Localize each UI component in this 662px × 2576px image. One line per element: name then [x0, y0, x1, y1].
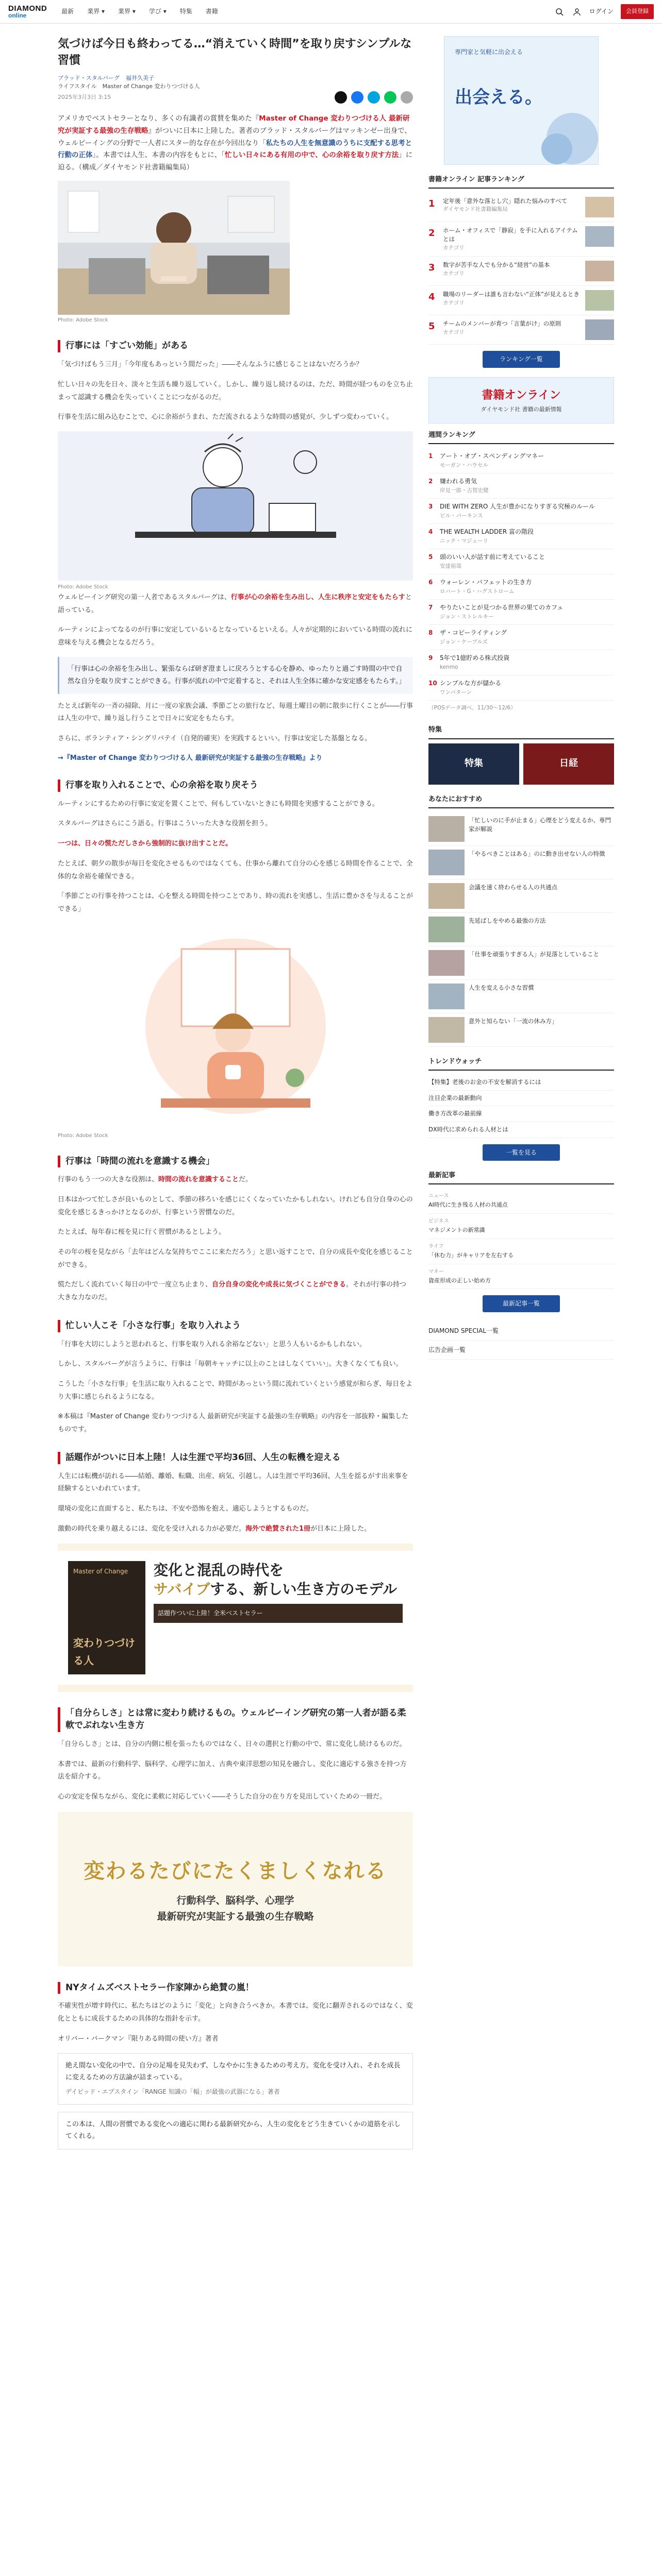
- paragraph: 環境の変化に直面すると、私たちは、不安や恐怖を抱え、適応しようとするものだ。: [58, 1504, 313, 1513]
- paragraph: 心の安定を保ちながら、変化に柔軟に対応していく――そうした自分の在り方を見出していくための一冊だ。: [58, 1792, 387, 1801]
- weekly-ranking-item[interactable]: 4 THE WEALTH LADDER 富の階段 ニック・マジューリ: [428, 524, 614, 549]
- latest-heading: 最新記事: [428, 1170, 614, 1184]
- paragraph: 「気づけばもう三月」「今年度もあっという間だった」――そんなふうに感じることはないだろうか？: [58, 361, 363, 369]
- paragraph: たとえば、毎年春に桜を見に行く習慣があるとしよう。: [58, 1228, 226, 1236]
- ranking-thumbnail: [585, 290, 614, 311]
- nav-item-learn[interactable]: 学び ▾: [148, 8, 167, 15]
- translator-name[interactable]: 福井久美子: [126, 74, 155, 81]
- weekly-ranking-note: （POSデータ調べ、11/30〜12/6）: [428, 704, 516, 711]
- ranking-list: [428, 193, 614, 345]
- recommend-heading: あなたにおすすめ: [428, 794, 614, 808]
- search-icon[interactable]: [554, 7, 565, 17]
- ad-list-link[interactable]: 広告企画一覧: [428, 1341, 614, 1360]
- trend-heading: トレンドウォッチ: [428, 1056, 614, 1071]
- recommend-thumbnail: [428, 883, 465, 909]
- books-online-banner[interactable]: 書籍オンライン ダイヤモンド社 書籍の最新情報: [428, 377, 614, 423]
- latest-item[interactable]: ビジネス マネジメントの新常識: [428, 1214, 614, 1239]
- login-link[interactable]: ログイン: [589, 8, 614, 15]
- article-main: [8, 24, 413, 2157]
- paragraph: たとえば新年の一斉の掃除、月に一度の家族会議、季節ごとの旅行など、毎週土曜日の朝に散歩に行くことが――行事は人生の中で、繰り返し行うことで日々に安定をもたらす。: [58, 702, 413, 723]
- illustration-stressed-worker: [58, 431, 413, 581]
- nav-item-industry[interactable]: 業界 ▾: [87, 8, 105, 15]
- paragraph: さらに、ボランティア・シングリバテイ（自発的確実）を実践するといい。行事は安定した基盤となる。: [58, 735, 372, 743]
- paragraph: ルーティンにするための行事に安定を置くことで、何もしていないときにも時間を実感することができる。: [58, 800, 379, 808]
- hero-photo-caption: Photo: Adobe Stock: [58, 317, 108, 324]
- book-promo-sub: 話題作ついに上陸！全米ベストセラー: [154, 1604, 403, 1622]
- book-banner-sub: 行動科学、脳科学、心理学 最新研究が実証する最強の生存戦略: [157, 1895, 314, 1922]
- weekly-ranking-list: [428, 448, 614, 716]
- weekly-ranking-item[interactable]: 6 ウォーレン・バフェットの生き方 ロバート・G・ハグストローム: [428, 574, 614, 600]
- feature-banner[interactable]: 特集: [428, 743, 519, 785]
- recommend-item[interactable]: 会議を速く終わらせる人の共通点: [428, 879, 614, 913]
- article-title: 気づけば今日も終わってる…“消えていく時間”を取り戻すシンプルな習慣: [58, 38, 412, 67]
- book-promo: [58, 1544, 413, 1692]
- section-heading: 話題作がついに日本上陸！人は生涯で平均36回、人生の転機を迎える: [58, 1452, 413, 1464]
- paragraph: 「季節ごとの行事を持つことは、心を整える時間を持つことであり、時の流れを実感し、生活に豊かさを与えることができる」: [58, 892, 413, 913]
- member-register-button[interactable]: 会員登録: [621, 4, 654, 19]
- ranking-item[interactable]: 4 職場のリーダーは誰も言わない“正体”が見えるとき カテゴリ: [428, 286, 614, 315]
- section-heading: 行事は「時間の流れを意識する機会」: [58, 1156, 413, 1168]
- paragraph: 行事を生活に組み込むことで、心に余裕がうまれ、ただ流されるような時間の感覚が、少しずつ変わっていく。: [58, 413, 393, 421]
- paragraph: 「自分らしさ」とは、自分の内側に根を張ったものではなく、日々の選択と行動の中で、常に変化し続けるものだ。: [58, 1740, 406, 1748]
- paragraph: 一つは、日々の慌ただしさから強制的に抜け出すことだ。: [58, 840, 233, 848]
- nav-item-latest[interactable]: 最新: [61, 8, 74, 15]
- ranking-thumbnail: [585, 226, 614, 247]
- recommend-item[interactable]: 先延ばしをやめる最強の方法: [428, 913, 614, 946]
- recommend-item[interactable]: 人生を変える小さな習慣: [428, 980, 614, 1013]
- trend-item[interactable]: 働き方改革の最前線: [428, 1106, 614, 1122]
- paragraph: 激動の時代を乗り越えるには、変化を受け入れる力が必要だ。海外で絶賛された1冊が日本に上陸した。: [58, 1524, 371, 1533]
- paragraph: ルーティンによってなるのが行事に安定しているいるとなっているといえる。人々が定期的においている時間の流れに意味を与える機会となるだろう。: [58, 626, 412, 647]
- paragraph: こうした「小さな行事」を生活に取り入れることで、時間があっという間に流れていくという感覚が和らぎ、毎日をより大事に感じられるようになる。: [58, 1380, 413, 1401]
- trend-list-button[interactable]: 一覧を見る: [483, 1144, 560, 1161]
- book-cover: Master of Change 変わりつづける人: [68, 1561, 145, 1674]
- feature-banner[interactable]: 日経: [523, 743, 614, 785]
- endorsement: 絶え間ない変化の中で、自分の足場を見失わず、しなやかに生きるための考え方。変化を受け入れ、それを成長に変えるための方法論が詰まっている。 デイビッド・エプスタイン「RANGE 知識の「幅」が最強の武器になる」著者: [58, 2053, 413, 2105]
- ranking-item[interactable]: 1 定年後「意外な落とし穴」隠れた悩みのすべて ダイヤモンド社書籍編集局: [428, 193, 614, 222]
- illustration-woman-relaxing: [58, 923, 413, 1129]
- weekly-ranking-item[interactable]: 10 シンプルな方が儲かる ワンパターン: [428, 675, 614, 701]
- paragraph: ※本稿は『Master of Change 変わりつづける人 最新研究が実証する最強の生存戦略』の内容を一部抜粋・編集したものです。: [58, 1413, 409, 1434]
- paragraph: たとえば、朝夕の散歩が毎日を変化させるものではなくても、仕事から離れて自分の心を感じる時間を作ることで、全体的な余裕を確保できる。: [58, 859, 413, 880]
- ranking-item[interactable]: 3 数字が苦手な人でも分かる“経営”の基本 カテゴリ: [428, 257, 614, 286]
- nav-item-industry-2[interactable]: 業界 ▾: [118, 8, 136, 15]
- paragraph: 忙しい日々の先を日々、淡々と生活も繰り返していく。しかし、繰り返し続けるのは、ただ、時間が経つものを立ち止まって認識する機会を失っていくことにつながるのだ。: [58, 380, 413, 401]
- trend-item[interactable]: 【特集】老後のお金の不安を解消するには: [428, 1075, 614, 1091]
- sidebar-ad[interactable]: 専門家と気軽に出会える 出会える。: [444, 36, 599, 165]
- recommend-thumbnail: [428, 816, 465, 842]
- sidebar: [428, 24, 614, 2157]
- paragraph: その年の桜を見ながら「去年はどんな気持ちでここに来ただろう」と思い返すことで、自分の成長や変化を感じることができる。: [58, 1248, 413, 1269]
- nav-item-books[interactable]: 書籍: [205, 8, 218, 15]
- book-banner[interactable]: [58, 1812, 413, 1967]
- blockquote: 「行事は心の余裕を生み出し、緊張ならば研ぎ澄ましに戻ろうとする心を静め、ゆったりと過ごす時間の中で自然な自分を取り戻すことができる。行事が流れの中で定着すると、それは人生全体に確かな安定感をもたらす。」: [58, 657, 413, 694]
- weekly-ranking-item[interactable]: 3 DIE WITH ZERO 人生が豊かになりすぎる究極のルール ビル・パーキンス: [428, 499, 614, 524]
- paragraph: オリバー・バークマン『限りある時間の使い方』著者: [58, 2035, 219, 2043]
- book-promo-card[interactable]: [58, 1551, 413, 1685]
- illustration-caption: Photo: Adobe Stock: [58, 584, 108, 590]
- section-heading: 行事を取り入れることで、心の余裕を取り戻そう: [58, 779, 413, 792]
- weekly-ranking-item[interactable]: 8 ザ・コピーライティング ジョン・ケープルズ: [428, 625, 614, 650]
- weekly-ranking-item[interactable]: 7 やりたいことが見つかる世界の果てのカフェ ジョン・ストレルキー: [428, 600, 614, 625]
- book-promo-headline: 変化と混乱の時代を サバイブする、新しい生き方のモデル: [154, 1562, 398, 1598]
- ranking-heading: 書籍オンライン 記事ランキング: [428, 174, 614, 189]
- publish-date: 2025年3月3日 3:15: [58, 93, 111, 100]
- ranking-thumbnail: [585, 197, 614, 217]
- recommend-item[interactable]: 「仕事を頑張りすぎる人」が見落としていること: [428, 946, 614, 980]
- latest-item[interactable]: マネー 資産形成の正しい始め方: [428, 1264, 614, 1290]
- section-heading: NYタイムズベストセラー作家陣から絶賛の嵐！: [58, 1982, 413, 1994]
- weekly-ranking-heading: 週間ランキング: [428, 430, 614, 444]
- ranking-item[interactable]: 5 チームのメンバーが育つ「言葉がけ」の原則 カテゴリ: [428, 315, 614, 345]
- latest-item[interactable]: ニュース AI時代に生き残る人材の共通点: [428, 1189, 614, 1214]
- section-heading: 忙しい人こそ「小さな行事」を取り入れよう: [58, 1320, 413, 1332]
- hero-photo: [58, 181, 290, 315]
- author-name[interactable]: ブラッド・スタルバーグ: [58, 74, 120, 81]
- latest-list-button[interactable]: 最新記事一覧: [483, 1295, 560, 1312]
- weekly-ranking-item[interactable]: 2 嫌われる勇気 岸見一郎・古賀史健: [428, 473, 614, 499]
- feature-heading: 特集: [428, 724, 614, 739]
- latest-list: [428, 1189, 614, 1289]
- ranking-list-button[interactable]: ランキング一覧: [483, 351, 560, 367]
- recommend-list: [428, 812, 614, 1047]
- site-header: [0, 0, 662, 24]
- special-link[interactable]: DIAMOND SPECIAL一覧: [428, 1321, 614, 1341]
- endorsement: この本は、人間の習慣である変化への適応に関わる最新研究から、人生の変化をどう生きていくかの道筋を示してくれる。: [58, 2112, 413, 2149]
- paragraph: スタルバーグはさらにこう語る。行事はこういった大きな役割を担う。: [58, 820, 272, 828]
- weekly-ranking-item[interactable]: 1 アート・オブ・スペンディングマネー モーガン・ハウセル: [428, 448, 614, 473]
- series-name[interactable]: ライフスタイル Master of Change 変わりつづける人: [58, 83, 200, 90]
- recommend-thumbnail: [428, 984, 465, 1009]
- weekly-ranking-item[interactable]: 9 5年で1億貯める株式投資 kenmo: [428, 650, 614, 675]
- main-nav: [61, 6, 218, 16]
- share-line-icon[interactable]: [384, 91, 396, 104]
- site-logo[interactable]: DIAMOND online: [8, 4, 47, 19]
- paragraph: 日本はかつて忙しさが良いものとして、季節の移ろいを感じにくくなっていたかもしれない。けれども自分自身の心の変化を感じるきっかけとなるのが、行事という習慣なのだ。: [58, 1196, 413, 1216]
- paragraph: 人生には転機が訪れる――結婚、離婚、転職、出産、病気、引越し。人は生涯で平均36回、人生を揺るがす出来事を経験するといわれています。: [58, 1472, 408, 1493]
- feature-grid: [428, 743, 614, 785]
- paragraph: 慌ただしく流れていく毎日の中で一度立ち止まり、自分自身の変化や成長に気づくことができる。それが行事の持つ大きな力なのだ。: [58, 1281, 407, 1302]
- weekly-ranking-item[interactable]: 5 頭のいい人が話す前に考えていること 安達裕哉: [428, 549, 614, 574]
- share-x-icon[interactable]: [335, 91, 347, 104]
- recommend-item[interactable]: 「忙しいのに手が止まる」心理をどう変えるか、専門家が解説: [428, 812, 614, 846]
- book-source-link[interactable]: →『Master of Change 変わりつづける人 最新研究が実証する最強の生存戦略』より: [58, 754, 323, 762]
- recommend-item[interactable]: 意外と知らない「一流の休み方」: [428, 1013, 614, 1047]
- trend-item[interactable]: 注目企業の最新動向: [428, 1091, 614, 1107]
- paragraph: しかし、スタルバーグが言うように、行事は「毎朝キャッチに以上のことはしなくていい」。大きくなくても良い。: [58, 1360, 403, 1368]
- paragraph: 行事のもう一つの大きな役割は、時間の流れを意識することだ。: [58, 1176, 253, 1184]
- bookmark-icon[interactable]: [401, 91, 413, 104]
- share-hatena-icon[interactable]: [368, 91, 380, 104]
- ranking-item[interactable]: 2 ホーム・オフィスで「静寂」を手に入れるアイテムとは カテゴリ: [428, 222, 614, 257]
- ranking-thumbnail: [585, 319, 614, 340]
- illustration-caption: Photo: Adobe Stock: [58, 1132, 108, 1139]
- section-heading: 行事には「すごい効能」がある: [58, 340, 413, 352]
- recommend-item[interactable]: 「やるべきことはある」のに動き出せない人の特徴: [428, 846, 614, 879]
- share-buttons: [58, 91, 413, 104]
- paragraph: ウェルビーイング研究の第一人者であるスタルバーグは、行事が心の余裕を生み出し、人生に秩序と安定をもたらすと語っている。: [58, 593, 412, 614]
- recommend-thumbnail: [428, 950, 465, 976]
- book-link[interactable]: Master of Change 変わりつづける人 最新研究が実証する最強の生存戦略: [58, 114, 410, 135]
- user-icon[interactable]: [572, 7, 582, 17]
- paragraph: 「行事を大切にしようと思われると、行事を取り入れる余裕などない」と思う人もいるかもしれない。: [58, 1340, 367, 1348]
- recommend-thumbnail: [428, 850, 465, 875]
- nav-item-features[interactable]: 特集: [179, 8, 192, 15]
- section-heading: 「自分らしさ」とは常に変わり続けるもの。ウェルビーイング研究の第一人者が語る柔軟でぶれない生き方: [58, 1707, 413, 1732]
- trend-list: [428, 1075, 614, 1138]
- article-lead: アメリカでベストセラーとなり、多くの有識者の賞賛を集めた『Master of Change 変わりつづける人 最新研究が実証する最強の生存戦略』がついに日本に上陸した。著者のブラッド・スタルバーグはマッキンゼー出身で、ウェルビーイングの分野で一人者にスター的な存在が今回出なり「私たちの人生を無意識のうちに支配する思考と行動の正体」。本書では人生、本書の内容をもとに、「忙しい日々にある有用の中で、心の余裕を取り戻す方法」に迫る。（構成／ダイヤモンド社書籍編集局）: [58, 114, 413, 172]
- paragraph: 本書では、最新の行動科学、脳科学、心理学に加え、古典や東洋思想の知見を融合し、変化に適応する強さを持つ方法を紹介する。: [58, 1760, 407, 1781]
- recommend-thumbnail: [428, 1017, 465, 1043]
- ranking-thumbnail: [585, 261, 614, 281]
- share-facebook-icon[interactable]: [351, 91, 363, 104]
- latest-item[interactable]: ライフ 「休む力」がキャリアを左右する: [428, 1239, 614, 1264]
- recommend-thumbnail: [428, 917, 465, 942]
- paragraph: 不確実性が増す時代に、私たちはどのように「変化」と向き合うべきか。本書では、変化に翻弄されるのではなく、変化とともに成長するための具体的な指針を示す。: [58, 2002, 413, 2023]
- book-banner-title: 変わるたびにたくましくなれる: [84, 1859, 387, 1884]
- trend-item[interactable]: DX時代に求められる人材とは: [428, 1122, 614, 1138]
